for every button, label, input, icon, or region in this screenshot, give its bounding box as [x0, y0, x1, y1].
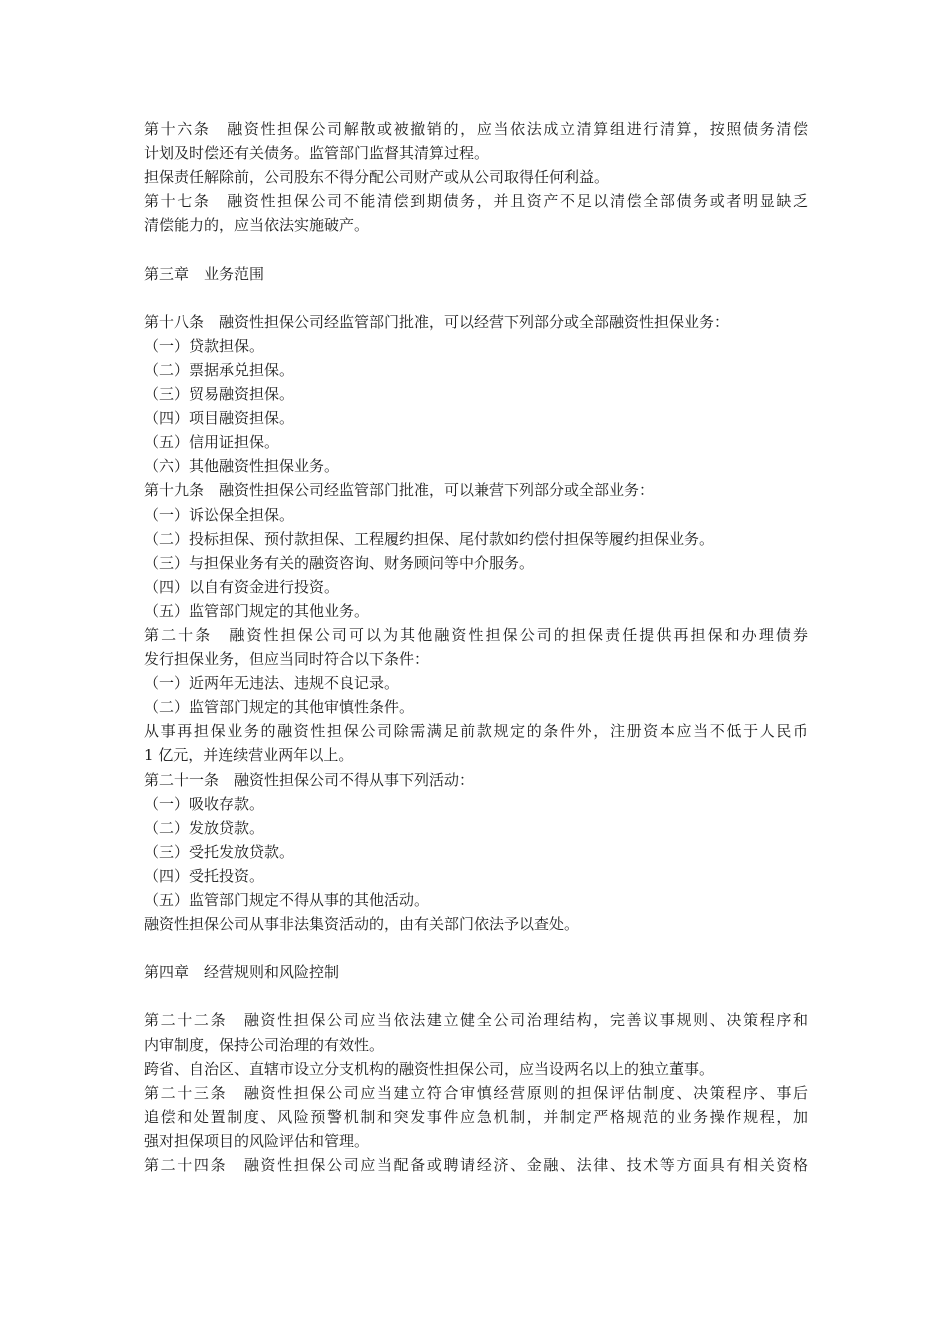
text-line: （四）受托投资。: [144, 866, 265, 885]
text-line: （三）与担保业务有关的融资咨询、财务顾问等中介服务。: [144, 553, 535, 572]
blank-line: [144, 237, 808, 261]
text-line: （一）贷款担保。: [144, 336, 265, 355]
text-line: （二）投标担保、预付款担保、工程履约担保、尾付款如约偿付担保等履约担保业务。: [144, 529, 715, 548]
text-line: （二）监管部门规定的其他审慎性条件。: [144, 698, 415, 717]
text-line: 第十八条 融资性担保公司经监管部门批准，可以经营下列部分或全部融资性担保业务：: [144, 312, 730, 331]
text-line: 内审制度，保持公司治理的有效性。: [144, 1035, 385, 1054]
text-line: 1 亿元，并连续营业两年以上。: [144, 746, 354, 765]
text-line: （四）项目融资担保。: [144, 409, 295, 428]
document-page: [144, 117, 808, 1177]
text-line: 担保责任解除前，公司股东不得分配公司财产或从公司取得任何利益。: [144, 168, 610, 187]
text-line: （一）近两年无违法、违规不良记录。: [144, 674, 400, 693]
text-line: 第二十条 融资性担保公司可以为其他融资性担保公司的担保责任提供再担保和办理债券: [144, 625, 808, 644]
text-line: 发行担保业务，但应当同时符合以下条件：: [144, 650, 430, 669]
text-line: 强对担保项目的风险评估和管理。: [144, 1131, 370, 1150]
text-line: （一）诉讼保全担保。: [144, 505, 295, 524]
blank-line: [144, 936, 808, 960]
text-line: （一）吸收存款。: [144, 794, 265, 813]
text-line: 追偿和处置制度、风险预警机制和突发事件应急机制，并制定严格规范的业务操作规程，加: [144, 1107, 808, 1126]
text-line: 第二十四条 融资性担保公司应当配备或聘请经济、金融、法律、技术等方面具有相关资格: [144, 1156, 808, 1175]
text-line: （三）受托发放贷款。: [144, 842, 295, 861]
text-line: （六）其他融资性担保业务。: [144, 457, 340, 476]
text-line: 第二十三条 融资性担保公司应当建立符合审慎经营原则的担保评估制度、决策程序、事后: [144, 1083, 808, 1102]
text-line: 清偿能力的，应当依法实施破产。: [144, 216, 370, 235]
text-line: 计划及时偿还有关债务。监管部门监督其清算过程。: [144, 144, 490, 163]
text-line: （五）监管部门规定不得从事的其他活动。: [144, 891, 430, 909]
text-line: 第二十一条 融资性担保公司不得从事下列活动：: [144, 770, 475, 789]
text-line: 融资性担保公司从事非法集资活动的，由有关部门依法予以查处。: [144, 915, 580, 934]
text-line: 第十七条 融资性担保公司不能清偿到期债务，并且资产不足以清偿全部债务或者明显缺乏: [144, 192, 808, 211]
text-line: （五）信用证担保。: [144, 433, 280, 452]
blank-line: [144, 984, 808, 1008]
text-line: 第十六条 融资性担保公司解散或被撤销的，应当依法成立清算组进行清算，按照债务清偿: [144, 120, 808, 138]
text-line: （三）贸易融资担保。: [144, 385, 295, 404]
text-line: 从事再担保业务的融资性担保公司除需满足前款规定的条件外，注册资本应当不低于人民币: [144, 722, 808, 741]
text-line: （四）以自有资金进行投资。: [144, 577, 340, 596]
blank-line: [144, 286, 808, 310]
chapter-heading: 第四章 经营规则和风险控制: [144, 963, 340, 982]
text-line: （二）发放贷款。: [144, 818, 265, 837]
text-line: （二）票据承兑担保。: [144, 360, 295, 379]
text-line: （五）监管部门规定的其他业务。: [144, 601, 370, 620]
text-line: 跨省、自治区、直辖市设立分支机构的融资性担保公司，应当设两名以上的独立董事。: [144, 1059, 715, 1078]
chapter-heading: 第三章 业务范围: [144, 264, 265, 283]
text-line: 第二十二条 融资性担保公司应当依法建立健全公司治理结构，完善议事规则、决策程序和: [144, 1011, 808, 1030]
text-line: 第十九条 融资性担保公司经监管部门批准，可以兼营下列部分或全部业务：: [144, 481, 655, 500]
